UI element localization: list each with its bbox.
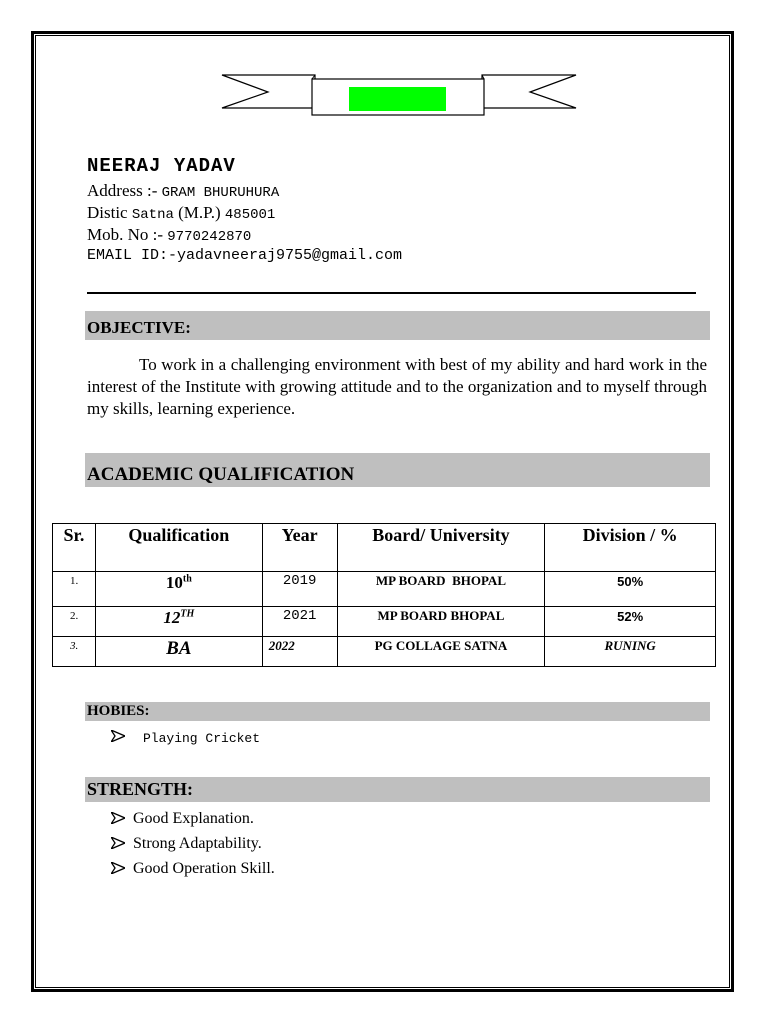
hobby-item: Playing Cricket <box>143 731 261 746</box>
hobbies-section-bar <box>85 702 710 721</box>
column-header: Year <box>262 524 337 572</box>
arrow-bullet-icon <box>111 812 125 824</box>
header-divider <box>87 292 696 294</box>
board-cell: MP BOARD BHOPAL <box>337 607 545 637</box>
year-cell: 2021 <box>262 607 337 637</box>
email-line: EMAIL ID:-yadavneeraj9755@gmail.com <box>87 247 403 264</box>
division-cell: 50% <box>545 572 716 607</box>
mobile-value: 9770242870 <box>167 229 252 245</box>
objective-title: OBJECTIVE: <box>87 318 191 337</box>
qualification-superscript: TH <box>180 608 195 620</box>
district-pin: 485001 <box>224 207 276 223</box>
qualification-cell <box>95 572 262 607</box>
board-cell: PG COLLAGE SATNA <box>337 637 545 667</box>
arrow-bullet-icon <box>111 837 125 849</box>
hobbies-title: HOBIES: <box>87 703 150 719</box>
qualification-cell <box>95 637 262 667</box>
sr-cell: 3. <box>53 637 96 667</box>
year-cell: 2022 <box>262 637 337 667</box>
strength-item: Good Operation Skill. <box>133 860 275 877</box>
column-header: Division / % <box>545 524 716 572</box>
sr-cell: 1. <box>53 572 96 607</box>
qualification-cell <box>95 607 262 637</box>
qualification-value: 12 <box>163 608 181 627</box>
mobile-line <box>87 225 251 245</box>
sr-cell: 2. <box>53 607 96 637</box>
strength-item: Good Explanation. <box>133 810 254 827</box>
mobile-label: Mob. No :- <box>87 225 168 244</box>
table-header-row <box>53 524 716 572</box>
table-row <box>53 637 716 667</box>
column-header: Sr. <box>53 524 96 572</box>
table-row <box>53 572 716 607</box>
strength-item: Strong Adaptability. <box>133 835 262 852</box>
year-cell: 2019 <box>262 572 337 607</box>
academic-title: ACADEMIC QUALIFICATION <box>87 464 355 485</box>
arrow-bullet-icon <box>111 730 125 742</box>
division-cell: RUNING <box>545 637 716 667</box>
district-label: Distic <box>87 203 132 222</box>
qualification-table <box>52 523 716 667</box>
address-label: Address :- <box>87 181 162 200</box>
banner-green-block <box>349 87 446 111</box>
qualification-superscript: th <box>182 573 192 585</box>
candidate-name: NEERAJ YADAV <box>87 155 236 177</box>
district-line <box>87 203 275 223</box>
arrow-bullet-icon <box>111 862 125 874</box>
district-value: Satna <box>131 207 174 223</box>
table-row <box>53 607 716 637</box>
qualification-value: BA <box>166 638 192 659</box>
board-cell: MP BOARD BHOPAL <box>337 572 545 607</box>
division-cell: 52% <box>545 607 716 637</box>
column-header: Qualification <box>95 524 262 572</box>
address-line <box>87 181 279 201</box>
address-value: GRAM BHURUHURA <box>161 185 280 201</box>
qualification-value: 10 <box>165 573 183 592</box>
district-state: (M.P.) <box>173 203 225 222</box>
strength-title: STRENGTH: <box>87 779 194 799</box>
objective-text: To work in a challenging environment with best of my ability and hard work in the interest of the Institute with growing attitude and to the organization and to myself through my skills, learning experience. <box>87 355 707 418</box>
column-header: Board/ University <box>337 524 545 572</box>
